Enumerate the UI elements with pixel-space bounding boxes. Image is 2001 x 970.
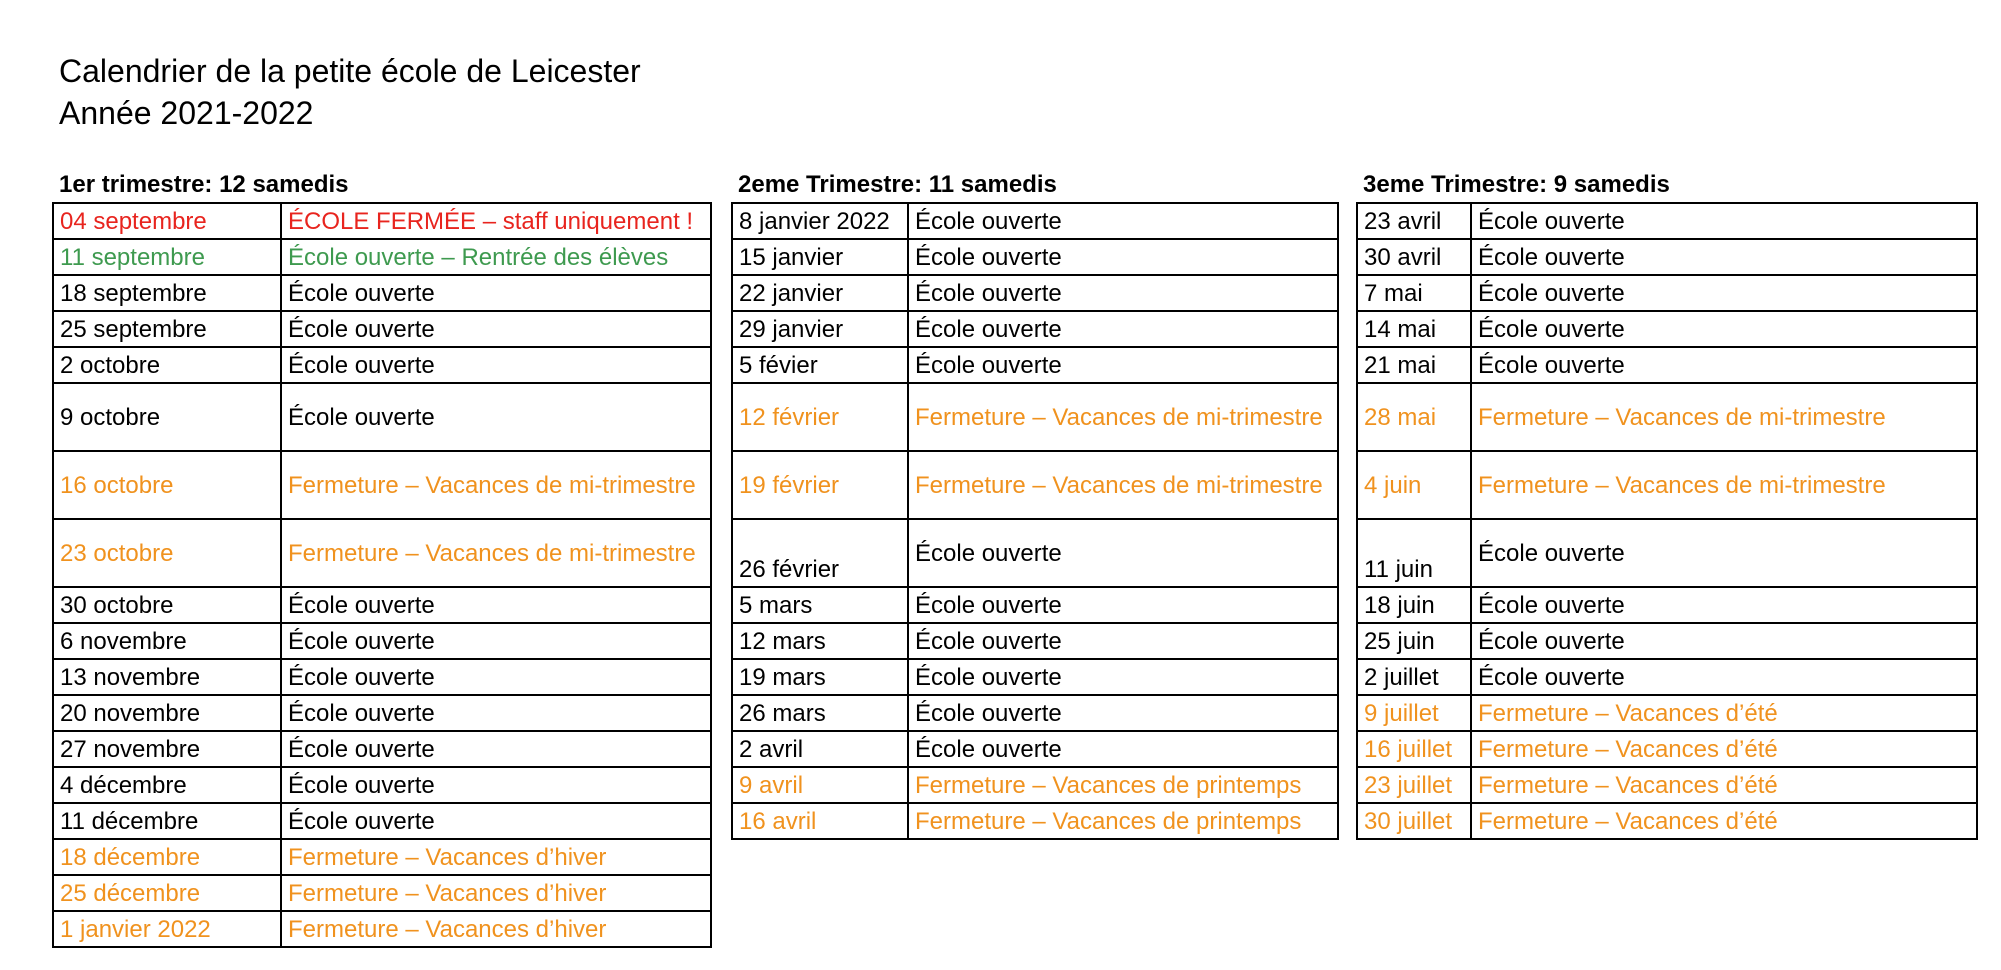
- table-row: [1357, 623, 1977, 659]
- saturday-date: 21 mai: [1357, 347, 1471, 383]
- saturday-date: 30 octobre: [53, 587, 281, 623]
- term-3-title: 3eme Trimestre: 9 samedis: [1363, 171, 1670, 198]
- saturday-date: 19 février: [732, 451, 908, 519]
- school-status: École ouverte: [1471, 659, 1977, 695]
- table-row: [1357, 203, 1977, 239]
- saturday-date: 18 septembre: [53, 275, 281, 311]
- saturday-date: 5 mars: [732, 587, 908, 623]
- table-row: [1357, 347, 1977, 383]
- table-row: [732, 803, 1338, 839]
- school-status: Fermeture – Vacances de printemps: [908, 767, 1338, 803]
- school-status: École ouverte: [908, 203, 1338, 239]
- saturday-date: 04 septembre: [53, 203, 281, 239]
- saturday-date: 2 octobre: [53, 347, 281, 383]
- saturday-date: 23 juillet: [1357, 767, 1471, 803]
- school-status: Fermeture – Vacances de mi-trimestre: [908, 451, 1338, 519]
- saturday-date: 20 novembre: [53, 695, 281, 731]
- table-row: [53, 623, 711, 659]
- school-status: Fermeture – Vacances d’été: [1471, 695, 1977, 731]
- school-status: École ouverte: [281, 347, 711, 383]
- table-row: [732, 519, 1338, 587]
- table-row: [53, 875, 711, 911]
- table-row: [732, 347, 1338, 383]
- table-row: [732, 451, 1338, 519]
- term-2-title: 2eme Trimestre: 11 samedis: [738, 171, 1057, 198]
- table-row: [1357, 803, 1977, 839]
- saturday-date: 19 mars: [732, 659, 908, 695]
- saturday-date: 2 juillet: [1357, 659, 1471, 695]
- table-row: [53, 767, 711, 803]
- school-status: École ouverte: [281, 383, 711, 451]
- school-status: École ouverte: [281, 623, 711, 659]
- school-status: École ouverte: [908, 347, 1338, 383]
- table-row: [53, 311, 711, 347]
- table-row: [1357, 695, 1977, 731]
- table-row: [1357, 311, 1977, 347]
- saturday-date: 2 avril: [732, 731, 908, 767]
- saturday-date: 9 juillet: [1357, 695, 1471, 731]
- table-row: [1357, 587, 1977, 623]
- table-row: [53, 239, 711, 275]
- school-status: École ouverte: [1471, 587, 1977, 623]
- school-status: École ouverte: [908, 623, 1338, 659]
- school-status: Fermeture – Vacances de mi-trimestre: [281, 451, 711, 519]
- saturday-date: 30 juillet: [1357, 803, 1471, 839]
- saturday-date: 4 juin: [1357, 451, 1471, 519]
- table-row: [53, 587, 711, 623]
- table-row: [1357, 383, 1977, 451]
- table-row: [1357, 767, 1977, 803]
- table-row: [53, 731, 711, 767]
- document-title: [59, 50, 641, 134]
- title-line-school: Calendrier de la petite école de Leicester: [59, 53, 641, 89]
- saturday-date: 7 mai: [1357, 275, 1471, 311]
- saturday-date: 4 décembre: [53, 767, 281, 803]
- saturday-date: 25 décembre: [53, 875, 281, 911]
- school-status: École ouverte: [1471, 623, 1977, 659]
- school-status: École ouverte – Rentrée des élèves: [281, 239, 711, 275]
- title-line-year: Année 2021-2022: [59, 95, 314, 131]
- school-status: École ouverte: [908, 695, 1338, 731]
- saturday-date: 1 janvier 2022: [53, 911, 281, 947]
- school-status: Fermeture – Vacances d’hiver: [281, 911, 711, 947]
- table-row: [732, 587, 1338, 623]
- school-status: École ouverte: [281, 803, 711, 839]
- saturday-date: 27 novembre: [53, 731, 281, 767]
- table-row: [53, 519, 711, 587]
- table-row: [1357, 451, 1977, 519]
- saturday-date: 22 janvier: [732, 275, 908, 311]
- term-1-block: [52, 170, 712, 948]
- table-row: [732, 695, 1338, 731]
- term-1-table: [52, 202, 712, 948]
- saturday-date: 14 mai: [1357, 311, 1471, 347]
- school-status: École ouverte: [908, 239, 1338, 275]
- saturday-date: 23 octobre: [53, 519, 281, 587]
- saturday-date: 9 avril: [732, 767, 908, 803]
- saturday-date: 18 décembre: [53, 839, 281, 875]
- school-status: École ouverte: [908, 275, 1338, 311]
- saturday-date: 9 octobre: [53, 383, 281, 451]
- table-row: [732, 275, 1338, 311]
- school-status: École ouverte: [908, 731, 1338, 767]
- school-status: École ouverte: [908, 519, 1338, 587]
- table-row: [53, 347, 711, 383]
- table-row: [53, 695, 711, 731]
- table-row: [1357, 731, 1977, 767]
- saturday-date: 29 janvier: [732, 311, 908, 347]
- saturday-date: 11 septembre: [53, 239, 281, 275]
- school-status: École ouverte: [1471, 275, 1977, 311]
- table-row: [732, 659, 1338, 695]
- saturday-date: 25 juin: [1357, 623, 1471, 659]
- saturday-date: 12 mars: [732, 623, 908, 659]
- saturday-date: 15 janvier: [732, 239, 908, 275]
- saturday-date: 16 juillet: [1357, 731, 1471, 767]
- saturday-date: 26 mars: [732, 695, 908, 731]
- school-status: École ouverte: [1471, 239, 1977, 275]
- table-row: [53, 659, 711, 695]
- table-row: [732, 203, 1338, 239]
- table-row: [1357, 275, 1977, 311]
- table-row: [732, 731, 1338, 767]
- school-status: Fermeture – Vacances d’été: [1471, 803, 1977, 839]
- saturday-date: 6 novembre: [53, 623, 281, 659]
- table-row: [1357, 659, 1977, 695]
- school-status: Fermeture – Vacances de mi-trimestre: [908, 383, 1338, 451]
- school-status: École ouverte: [281, 695, 711, 731]
- table-row: [53, 839, 711, 875]
- table-row: [1357, 239, 1977, 275]
- saturday-date: 12 février: [732, 383, 908, 451]
- school-status: Fermeture – Vacances de mi-trimestre: [1471, 451, 1977, 519]
- school-status: École ouverte: [908, 587, 1338, 623]
- saturday-date: 16 avril: [732, 803, 908, 839]
- term-2-table: [731, 202, 1339, 840]
- school-status: École ouverte: [281, 659, 711, 695]
- table-row: [53, 803, 711, 839]
- school-status: Fermeture – Vacances de mi-trimestre: [1471, 383, 1977, 451]
- table-row: [732, 623, 1338, 659]
- saturday-date: 13 novembre: [53, 659, 281, 695]
- school-status: École ouverte: [1471, 203, 1977, 239]
- table-row: [53, 275, 711, 311]
- saturday-date: 11 juin: [1357, 519, 1471, 587]
- saturday-date: 16 octobre: [53, 451, 281, 519]
- term-1-title: 1er trimestre: 12 samedis: [59, 171, 349, 198]
- saturday-date: 5 févier: [732, 347, 908, 383]
- table-row: [53, 383, 711, 451]
- saturday-date: 30 avril: [1357, 239, 1471, 275]
- saturday-date: 25 septembre: [53, 311, 281, 347]
- school-status: École ouverte: [1471, 519, 1977, 587]
- school-status: École ouverte: [908, 659, 1338, 695]
- table-row: [732, 239, 1338, 275]
- table-row: [732, 383, 1338, 451]
- table-row: [732, 311, 1338, 347]
- table-row: [732, 767, 1338, 803]
- school-status: Fermeture – Vacances d’été: [1471, 767, 1977, 803]
- school-status: École ouverte: [1471, 347, 1977, 383]
- school-status: Fermeture – Vacances de mi-trimestre: [281, 519, 711, 587]
- school-status: École ouverte: [1471, 311, 1977, 347]
- school-status: Fermeture – Vacances d’hiver: [281, 839, 711, 875]
- table-row: [53, 451, 711, 519]
- saturday-date: 28 mai: [1357, 383, 1471, 451]
- school-status: École ouverte: [281, 311, 711, 347]
- school-status: Fermeture – Vacances d’été: [1471, 731, 1977, 767]
- school-status: ÉCOLE FERMÉE – staff uniquement !: [281, 203, 711, 239]
- table-row: [53, 203, 711, 239]
- table-row: [53, 911, 711, 947]
- saturday-date: 11 décembre: [53, 803, 281, 839]
- school-status: Fermeture – Vacances de printemps: [908, 803, 1338, 839]
- table-row: [1357, 519, 1977, 587]
- saturday-date: 18 juin: [1357, 587, 1471, 623]
- saturday-date: 26 février: [732, 519, 908, 587]
- saturday-date: 23 avril: [1357, 203, 1471, 239]
- school-status: École ouverte: [281, 731, 711, 767]
- school-status: École ouverte: [281, 587, 711, 623]
- school-status: École ouverte: [281, 767, 711, 803]
- term-3-block: [1356, 170, 1978, 840]
- saturday-date: 8 janvier 2022: [732, 203, 908, 239]
- school-status: Fermeture – Vacances d’hiver: [281, 875, 711, 911]
- school-status: École ouverte: [281, 275, 711, 311]
- term-3-table: [1356, 202, 1978, 840]
- term-2-block: [731, 170, 1339, 840]
- school-status: École ouverte: [908, 311, 1338, 347]
